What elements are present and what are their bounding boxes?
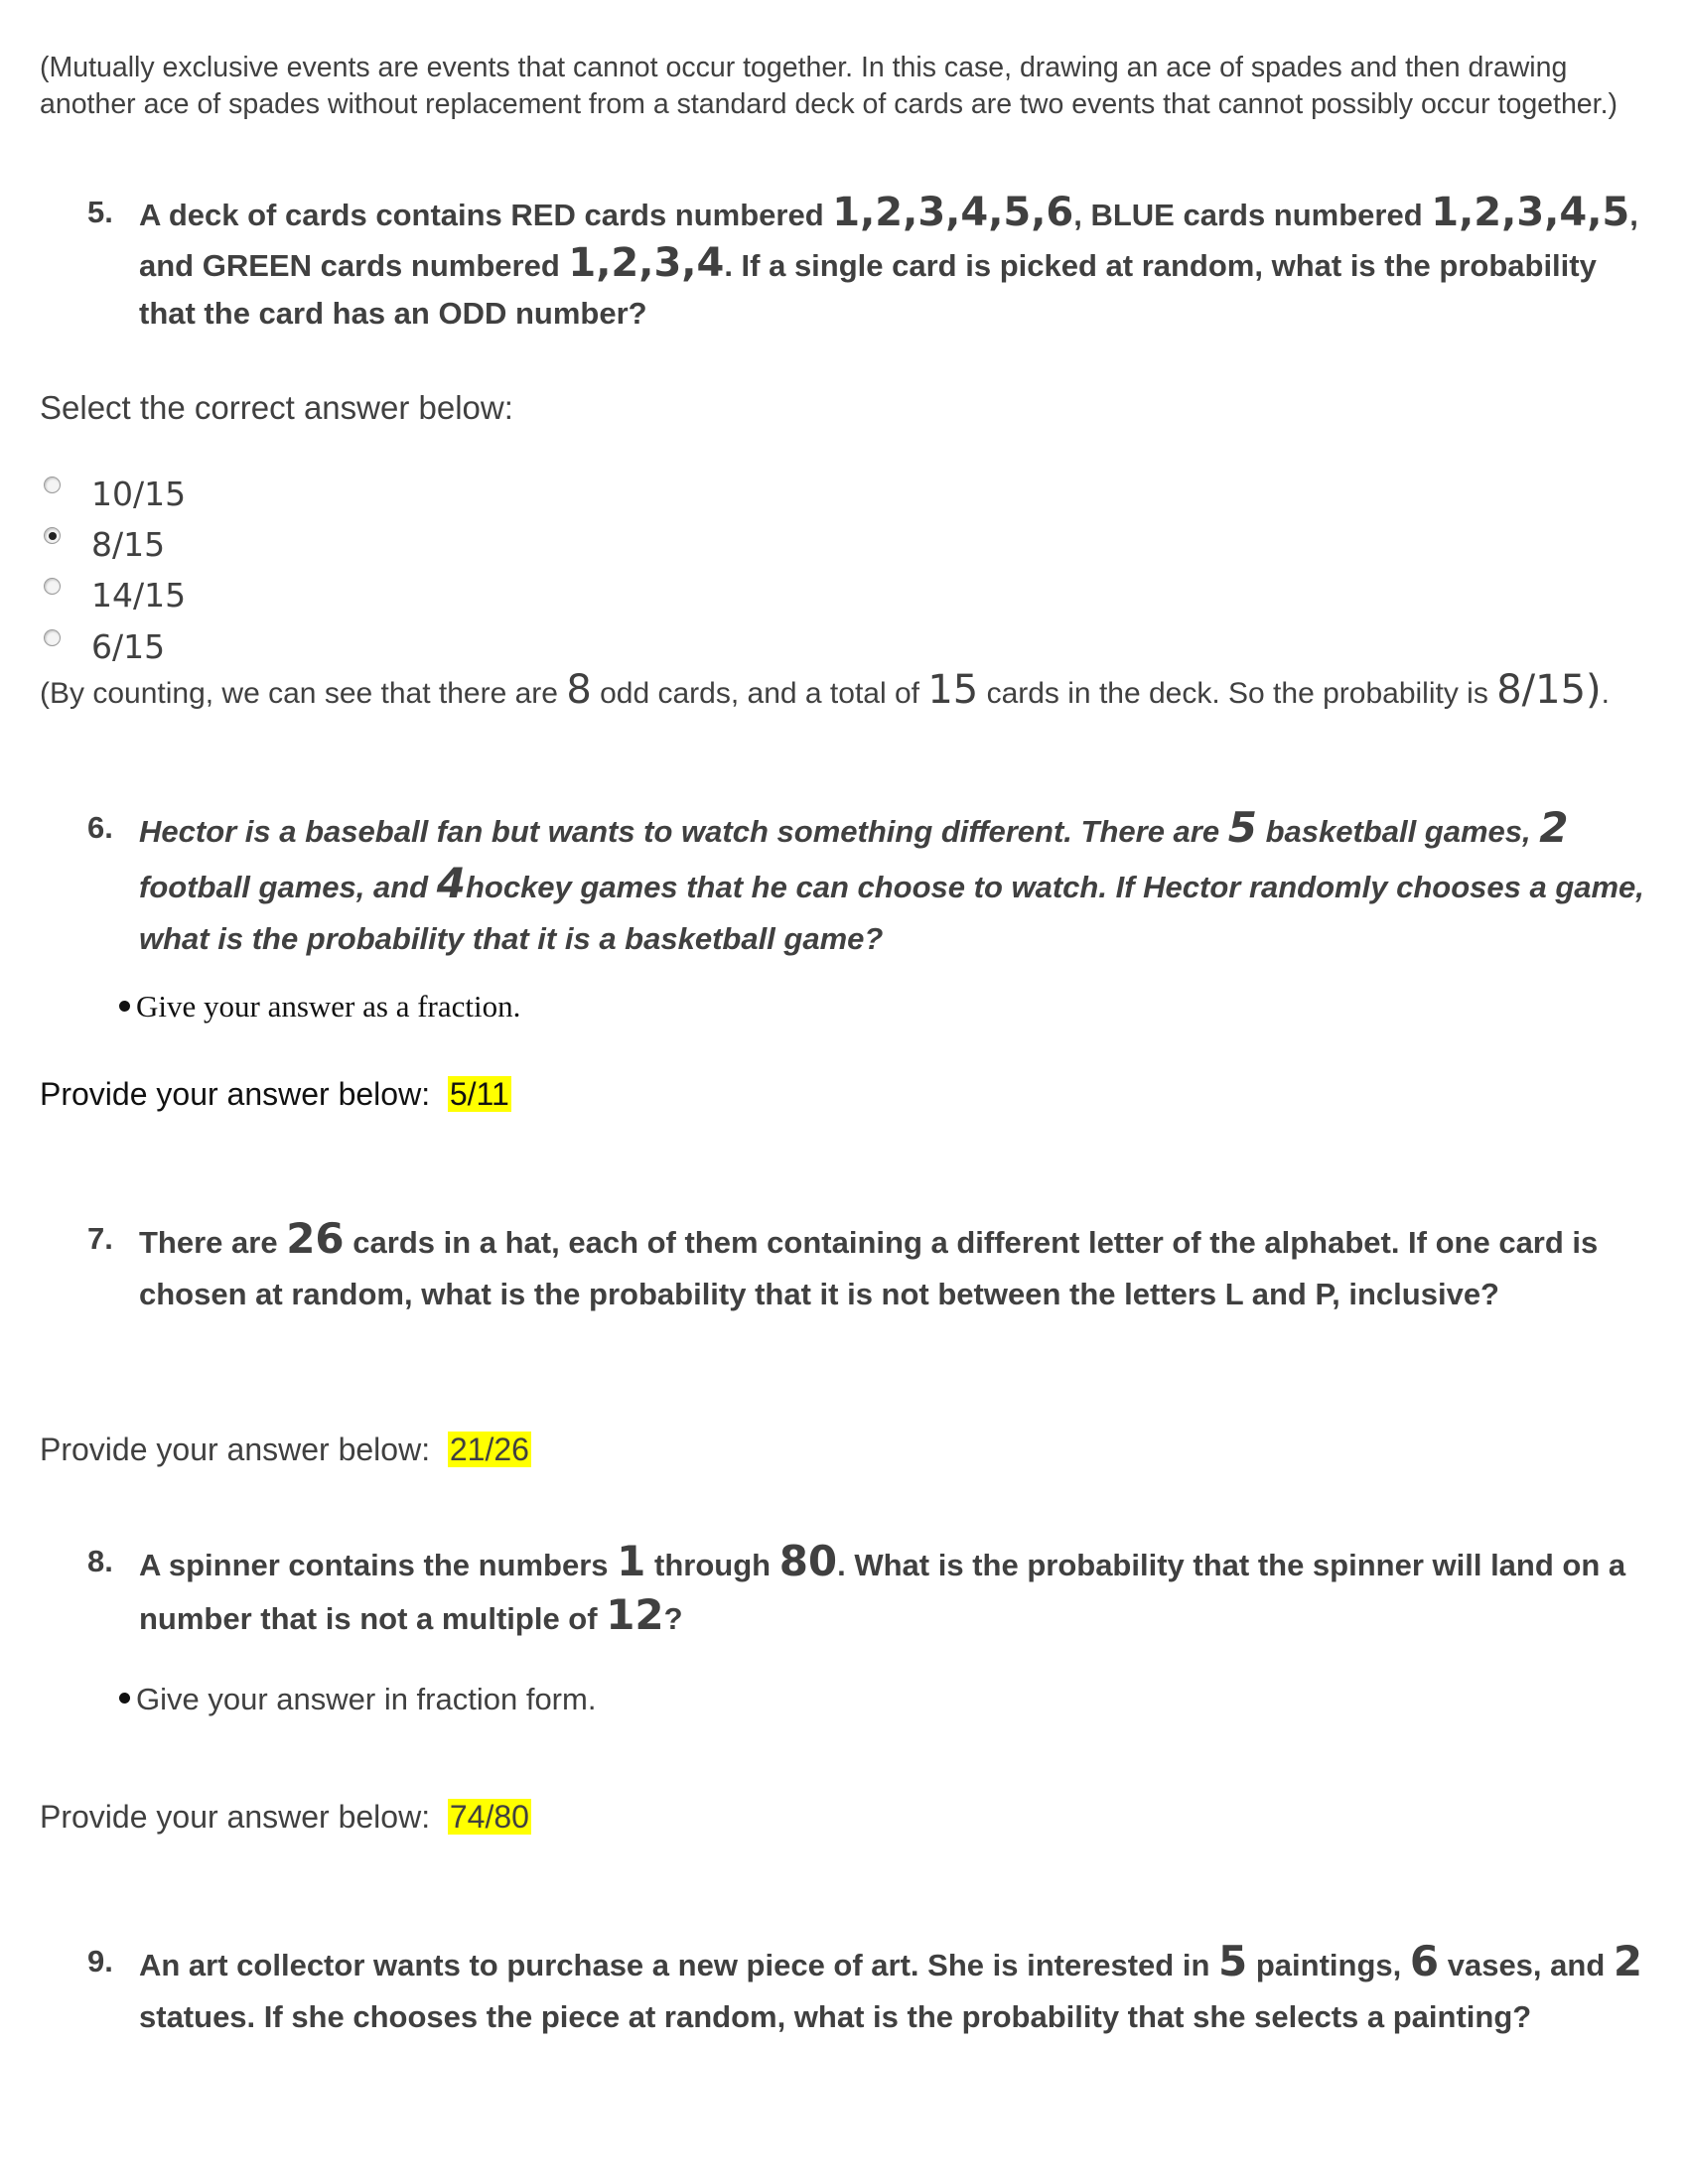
question-number: 9. bbox=[87, 1944, 113, 1979]
number-highlight: 5 bbox=[1227, 803, 1257, 852]
question-6 bbox=[87, 802, 1656, 965]
question-8 bbox=[87, 1537, 1656, 1644]
answer-prompt: Provide your answer below: bbox=[40, 1799, 431, 1835]
question-text bbox=[139, 189, 1648, 338]
option-label: 6/15 bbox=[91, 627, 166, 666]
answer-prompt: Provide your answer below: bbox=[40, 1076, 431, 1112]
bullet-icon bbox=[119, 1001, 130, 1012]
text-segment: A deck of cards contains RED cards numbered bbox=[139, 198, 833, 232]
text-segment: . If a single card is picked at random, what is the probability that the card has an ODD number? bbox=[139, 248, 1597, 331]
question-number: 6. bbox=[87, 810, 113, 845]
text-segment: vases, and bbox=[1439, 1948, 1614, 1982]
number-highlight: 4 bbox=[436, 859, 466, 907]
question-text bbox=[139, 1936, 1688, 2043]
text-segment: cards in a hat, each of them containing a different letter of the alphabet. If one card is chosen at random, what is the probability that it is not between the letters L and P, inclusive? bbox=[139, 1225, 1599, 1311]
text-segment: , and GREEN cards numbered bbox=[139, 198, 1638, 283]
number-highlight: 8/15) bbox=[1496, 667, 1602, 713]
text-segment: through bbox=[645, 1548, 779, 1582]
answer-value[interactable]: 5/11 bbox=[449, 1076, 509, 1112]
number-highlight: 6 bbox=[1409, 1937, 1440, 1985]
option-label: 10/15 bbox=[91, 475, 187, 513]
text-segment: odd cards, and a total of bbox=[591, 677, 928, 710]
text-segment: statues. If she chooses the piece at random, what is the probability that she selects a painting? bbox=[139, 1999, 1532, 2034]
explanation-q5 bbox=[40, 667, 1610, 713]
radio-button-selected[interactable] bbox=[44, 527, 61, 544]
text-segment: . bbox=[1601, 677, 1610, 710]
number-highlight: 80 bbox=[778, 1537, 838, 1585]
number-highlight: 15 bbox=[927, 667, 979, 713]
text-segment: hockey games that he can choose to watch. If Hector randomly chooses a game, what is the probability that it is a basketball game? bbox=[139, 870, 1644, 956]
number-highlight: 1,2,3,4,5 bbox=[1431, 190, 1630, 235]
option-label: 8/15 bbox=[91, 525, 166, 564]
text-segment: basketball games, bbox=[1256, 814, 1540, 849]
instruction-text: Give your answer in fraction form. bbox=[136, 1682, 597, 1716]
radio-button[interactable] bbox=[44, 629, 61, 646]
text-segment: , BLUE cards numbered bbox=[1073, 198, 1432, 232]
answer-value[interactable]: 21/26 bbox=[449, 1432, 529, 1467]
text-segment: An art collector wants to purchase a new piece of art. She is interested in bbox=[139, 1948, 1219, 1982]
answer-row-q7 bbox=[40, 1432, 531, 1468]
text-segment: football games, and bbox=[139, 870, 437, 904]
answer-row-q8 bbox=[40, 1799, 531, 1836]
text-segment: paintings, bbox=[1247, 1948, 1410, 1982]
number-highlight: 26 bbox=[286, 1214, 345, 1263]
select-prompt: Select the correct answer below: bbox=[40, 389, 513, 426]
text-segment: (By counting, we can see that there are bbox=[40, 677, 567, 710]
question-text bbox=[139, 1213, 1648, 1320]
number-highlight: 5 bbox=[1218, 1937, 1248, 1985]
number-highlight: 1,2,3,4,5,6 bbox=[832, 190, 1074, 235]
instruction-bullet bbox=[119, 1682, 596, 1717]
instruction-bullet bbox=[119, 989, 520, 1024]
question-number: 5. bbox=[87, 195, 113, 229]
text-segment: A spinner contains the numbers bbox=[139, 1548, 618, 1582]
answer-value[interactable]: 74/80 bbox=[449, 1799, 529, 1835]
answer-prompt: Provide your answer below: bbox=[40, 1432, 431, 1467]
question-number: 7. bbox=[87, 1221, 113, 1256]
radio-button[interactable] bbox=[44, 477, 61, 493]
number-highlight: 1 bbox=[617, 1537, 646, 1585]
bullet-icon bbox=[119, 1693, 130, 1704]
number-highlight: 2 bbox=[1539, 803, 1569, 852]
number-highlight: 2 bbox=[1613, 1937, 1643, 1985]
question-number: 8. bbox=[87, 1544, 113, 1578]
question-5 bbox=[87, 189, 1656, 338]
question-text bbox=[139, 1537, 1648, 1644]
number-highlight: 8 bbox=[566, 667, 592, 713]
intro-note: (Mutually exclusive events are events that cannot occur together. In this case, drawing an ace of spades and then drawing another ace of spades without replacement from a standard deck of cards are two events that cannot possibly occur together.) bbox=[40, 52, 1618, 120]
question-text bbox=[139, 802, 1688, 965]
number-highlight: 1,2,3,4 bbox=[568, 240, 725, 286]
option-label: 14/15 bbox=[91, 576, 187, 614]
text-segment: ? bbox=[663, 1601, 683, 1636]
text-segment: . What is the probability that the spinner will land on a number that is not a multiple of bbox=[139, 1548, 1626, 1636]
text-segment: cards in the deck. So the probability is bbox=[978, 677, 1497, 710]
text-segment: Hector is a baseball fan but wants to watch something different. There are bbox=[139, 814, 1228, 849]
answer-row-q6 bbox=[40, 1076, 511, 1113]
radio-button[interactable] bbox=[44, 578, 61, 595]
number-highlight: 12 bbox=[606, 1590, 664, 1639]
instruction-text: Give your answer as a fraction. bbox=[136, 989, 521, 1024]
text-segment: There are bbox=[139, 1225, 287, 1260]
question-9 bbox=[87, 1936, 1656, 2043]
question-7 bbox=[87, 1213, 1656, 1320]
